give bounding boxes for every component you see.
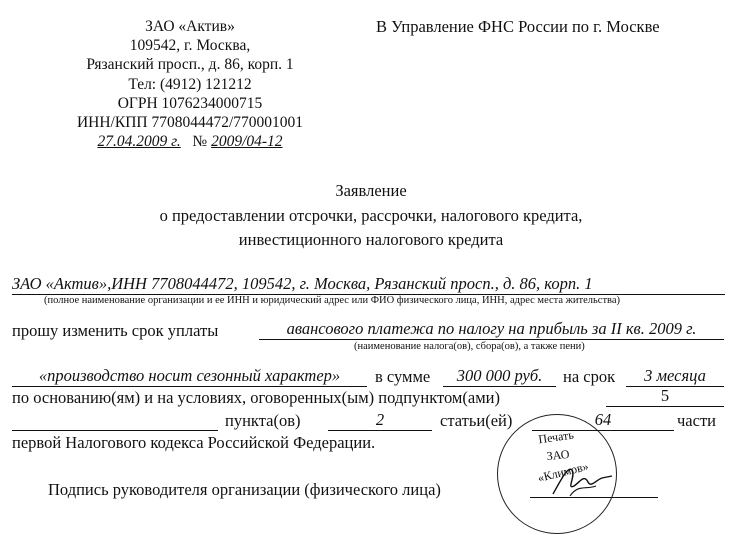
applicant-field: ЗАО «Актив»,ИНН 7708044472, 109542, г. Москва, Рязанский просп., д. 86, корп. 1 (12, 274, 725, 295)
document-title: Заявление (335, 181, 407, 200)
reason-field: «производство носит сезонный характер» (12, 366, 367, 387)
sender-date-number (40, 132, 340, 151)
sender-block (40, 17, 340, 151)
period-field: 3 месяца (626, 366, 724, 387)
applicant-hint: (полное наименование организации и ее ИНН и юридический адрес или ФИО физического лица, ИНН, адрес места жительства) (44, 295, 621, 306)
part-label: части (677, 411, 716, 430)
sender-postal: 109542, г. Москва, (129, 37, 251, 55)
sender-name: ЗАО «Актив» (145, 18, 235, 35)
sender-ogrn: ОГРН 1076234000715 (117, 94, 263, 112)
clause-label: пункта(ов) (225, 411, 301, 430)
amount-label: в сумме (375, 367, 431, 386)
document-subtitle-2: инвестиционного налогового кредита (238, 230, 504, 249)
article-label: статьи(ей) (440, 411, 513, 430)
clause-field: 2 (328, 410, 432, 431)
seal-stamp (497, 414, 617, 534)
subclause-field: 5 (606, 386, 724, 407)
stamp-line-2: ЗАО (545, 446, 571, 464)
recipient: В Управление ФНС России по г. Москве (376, 17, 660, 36)
blank-field (12, 410, 218, 431)
code-text: первой Налогового кодекса Российской Федерации. (12, 433, 376, 452)
letter-number-label: № (192, 133, 208, 151)
basis-text: по основанию(ям) и на условиях, оговоренных(ым) подпунктом(ами) (12, 388, 500, 407)
stamp-line-3: «Климов» (536, 458, 590, 486)
tax-hint: (наименование налога(ов), сбора(ов), а также пени) (354, 341, 585, 352)
tax-name-field: авансового платежа по налогу на прибыль за II кв. 2009 г. (259, 319, 724, 340)
sender-inn-kpp: ИНН/КПП 7708044472/770001001 (76, 114, 304, 132)
article-field: 64 (532, 410, 674, 431)
amount-field: 300 000 руб. (443, 366, 556, 387)
document-subtitle-1: о предоставлении отсрочки, рассрочки, налогового кредита, (159, 206, 583, 225)
letter-number: 2009/04-12 (211, 133, 283, 151)
sender-phone: Тел: (4912) 121212 (128, 75, 252, 93)
sender-address: Рязанский просп., д. 86, корп. 1 (86, 56, 294, 74)
letter-date: 27.04.2009 г. (97, 133, 181, 151)
period-label: на срок (563, 367, 616, 386)
stamp-line-1: Печать (537, 427, 575, 447)
request-prefix: прошу изменить срок уплаты (12, 321, 219, 340)
signature-label: Подпись руководителя организации (физического лица) (48, 480, 441, 499)
